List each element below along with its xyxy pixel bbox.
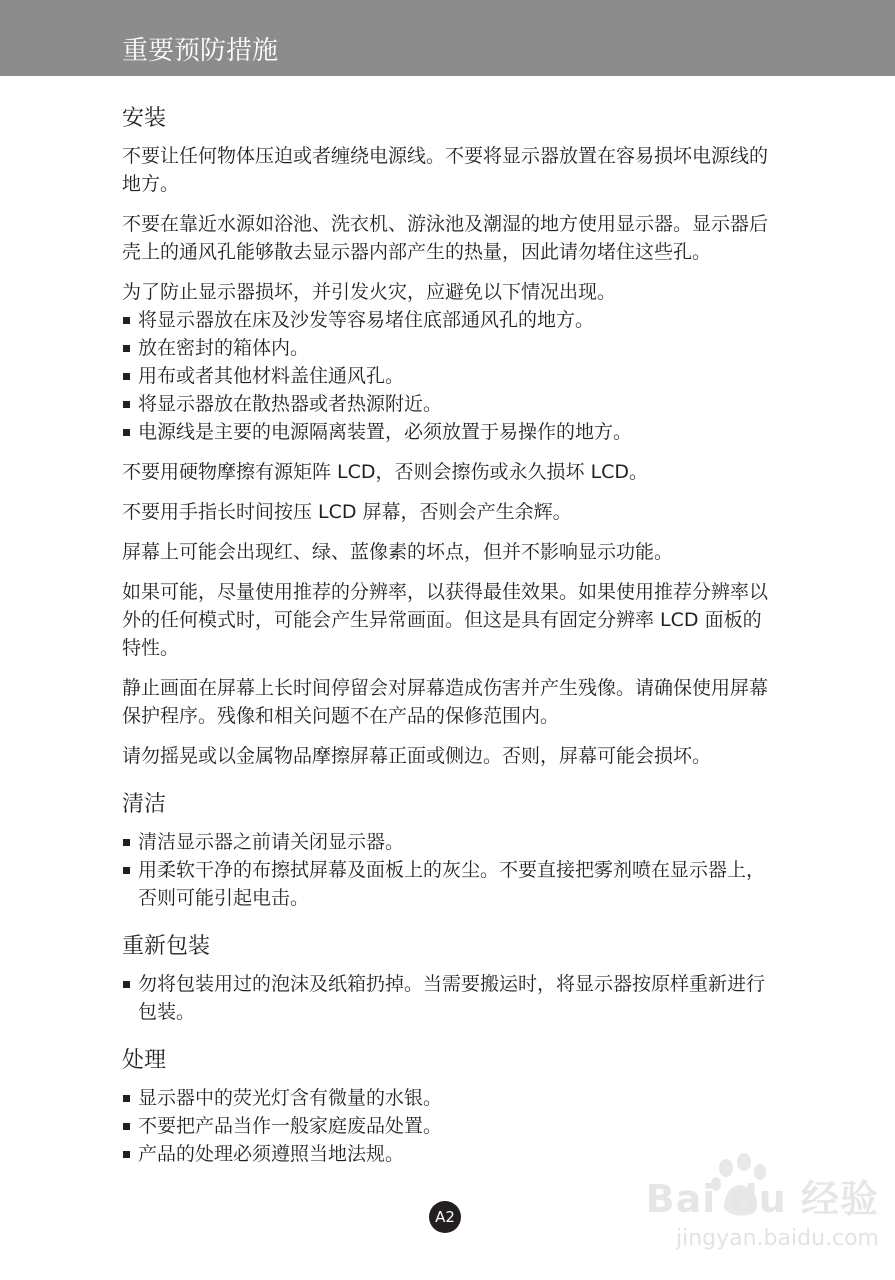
paragraph: 屏幕上可能会出现红、绿、蓝像素的坏点，但并不影响显示功能。 bbox=[122, 541, 674, 563]
list-item: 将显示器放在散热器或者热源附近。 bbox=[122, 390, 774, 418]
paragraph: 静止画面在屏幕上长时间停留会对屏幕造成伤害并产生残像。请确保使用屏幕保护程序。残像和相关问题不在产品的保修范围内。 bbox=[122, 677, 769, 727]
baidu-watermark bbox=[636, 1150, 895, 1270]
page-header-bar bbox=[0, 0, 895, 76]
paragraph: 如果可能，尽量使用推荐的分辨率，以获得最佳效果。如果使用推荐分辨率以外的任何模式时，可能会产生异常画面。但这是具有固定分辨率 LCD 面板的特性。 bbox=[122, 581, 769, 659]
list-item: 勿将包装用过的泡沫及纸箱扔掉。当需要搬运时，将显示器按原样重新进行包装。 bbox=[122, 970, 774, 1026]
bullet-list-avoid bbox=[122, 306, 774, 446]
list-item: 电源线是主要的电源隔离装置，必须放置于易操作的地方。 bbox=[122, 418, 774, 446]
paragraph: 请勿摇晃或以金属物品摩擦屏幕正面或侧边。否则，屏幕可能会损坏。 bbox=[122, 745, 712, 767]
list-item: 放在密封的箱体内。 bbox=[122, 334, 774, 362]
section-title-cleaning: 清洁 bbox=[122, 792, 167, 817]
list-item: 显示器中的荧光灯含有微量的水银。 bbox=[122, 1084, 774, 1112]
section-title-installation: 安装 bbox=[122, 106, 167, 131]
list-item: 用柔软干净的布擦拭屏幕及面板上的灰尘。不要直接把雾剂喷在显示器上，否则可能引起电击。 bbox=[122, 856, 774, 912]
bullet-list-repacking bbox=[122, 970, 774, 1026]
paragraph: 不要在靠近水源如浴池、洗衣机、游泳池及潮湿的地方使用显示器。显示器后壳上的通风孔能够散去显示器内部产生的热量，因此请勿堵住这些孔。 bbox=[122, 213, 769, 263]
page-number-badge: A2 bbox=[429, 1201, 461, 1233]
list-item: 将显示器放在床及沙发等容易堵住底部通风孔的地方。 bbox=[122, 306, 774, 334]
page-title: 重要预防措施 bbox=[122, 36, 279, 66]
paragraph: 不要用硬物摩擦有源矩阵 LCD，否则会擦伤或永久损坏 LCD。 bbox=[122, 461, 649, 483]
list-item: 不要把产品当作一般家庭废品处置。 bbox=[122, 1112, 774, 1140]
bullet-list-cleaning bbox=[122, 828, 774, 912]
paragraph: 为了防止显示器损坏，并引发火灾，应避免以下情况出现。 bbox=[122, 281, 617, 303]
watermark-logo: Bai du 经验 bbox=[645, 1177, 879, 1221]
section-title-disposal: 处理 bbox=[122, 1048, 167, 1073]
list-item: 用布或者其他材料盖住通风孔。 bbox=[122, 362, 774, 390]
watermark-url: jingyan.baidu.com bbox=[675, 1226, 879, 1251]
paragraph: 不要用手指长时间按压 LCD 屏幕，否则会产生余辉。 bbox=[122, 501, 572, 523]
paragraph: 不要让任何物体压迫或者缠绕电源线。不要将显示器放置在容易损坏电源线的地方。 bbox=[122, 145, 769, 195]
list-item: 产品的处理必须遵照当地法规。 bbox=[122, 1140, 774, 1168]
section-title-repacking: 重新包装 bbox=[122, 934, 211, 959]
document-body bbox=[122, 104, 774, 1180]
list-item: 清洁显示器之前请关闭显示器。 bbox=[122, 828, 774, 856]
